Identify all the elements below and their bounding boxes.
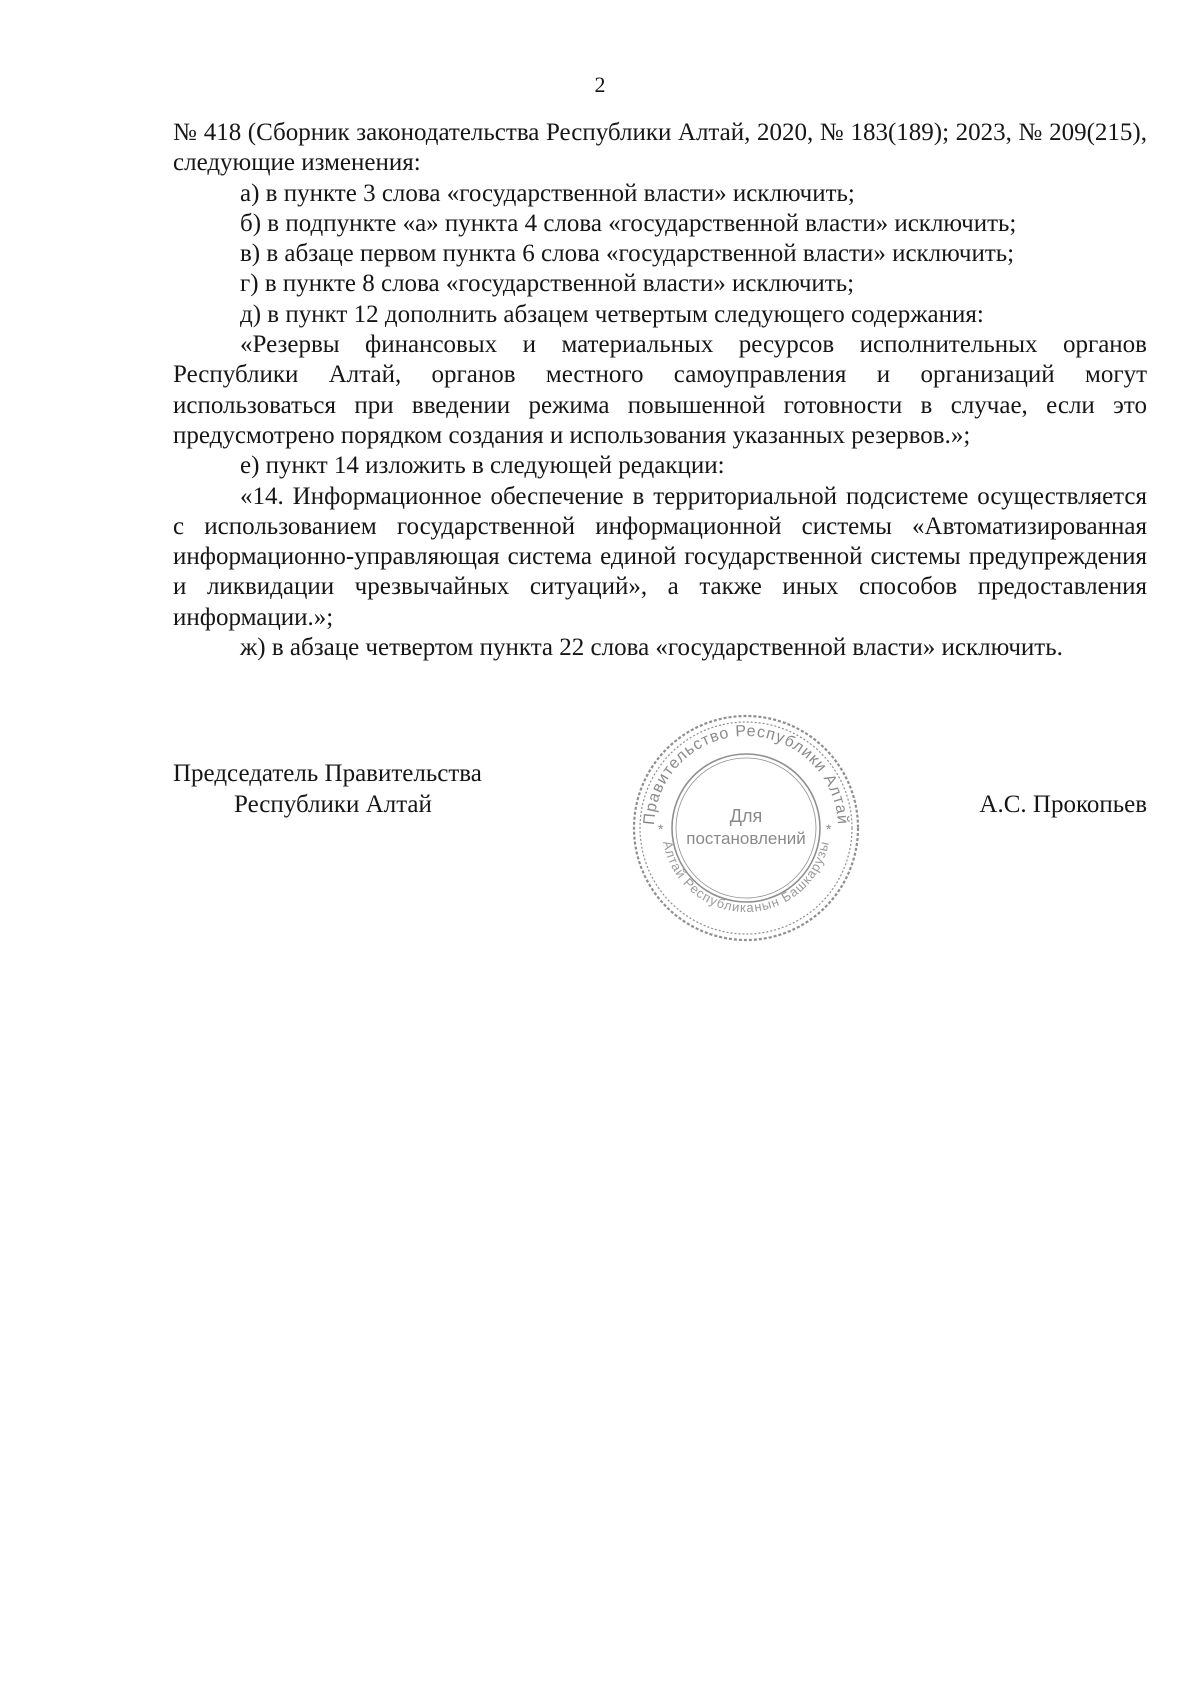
seal-outer-text: Правительство Республики Алтай <box>640 722 852 826</box>
amendment-e: е) пункт 14 изложить в следующей редакции: <box>240 452 725 480</box>
amendment-v: в) в абзаце первом пункта 6 слова «государственной власти» исключить; <box>240 240 1015 268</box>
amendment-zh: ж) в абзаце четвертом пункта 22 слова «государственной власти» исключить. <box>240 634 1063 662</box>
svg-text:*: * <box>826 821 832 837</box>
seal-icon <box>628 710 864 946</box>
official-seal <box>628 710 864 946</box>
amendment-b: б) в подпункте «а» пункта 4 слова «государственной власти» исключить; <box>240 209 1017 237</box>
seal-outer-text-bottom: Алтай Республиканын Башкарузы <box>660 839 832 916</box>
signer-name: А.С. Прокопьев <box>979 791 1147 818</box>
signer-title <box>173 758 482 820</box>
signer-title-line2: Республики Алтай <box>234 791 432 818</box>
svg-text:*: * <box>658 821 664 837</box>
seal-center-line1: Для <box>729 806 763 826</box>
amendment-g: г) в пункте 8 слова «государственной власти» исключить; <box>240 270 855 298</box>
document-body <box>173 118 1147 663</box>
quoted-reserves-paragraph: «Резервы финансовых и материальных ресурсов исполнительных органов Республики Алтай, органов местного самоуправления и организаций могут использоваться при введении режима повышенной готовности в случае, если это предусмотрено порядком создания и использования указанных резервов.»; <box>173 331 1147 449</box>
page-number: 2 <box>594 72 606 97</box>
seal-center-line2: постановлений <box>686 829 806 848</box>
paragraph-intro: № 418 (Сборник законодательства Республики Алтай, 2020, № 183(189); 2023, № 209(215), следующие изменения: <box>173 119 1147 177</box>
amendment-d: д) в пункт 12 дополнить абзацем четвертым следующего содержания: <box>240 300 984 328</box>
amendment-a: а) в пункте 3 слова «государственной власти» исключить; <box>240 179 855 207</box>
quoted-point-14: «14. Информационное обеспечение в территориальной подсистеме осуществляется с использованием государственной информационной системы «Автоматизированная информационно-управляющая система единой государственной системы предупреждения и ликвидации чрезвычайных ситуаций», а также иных способов предоставления информации.»; <box>173 482 1147 631</box>
svg-text:Алтай Республиканын Башкарузы <box>660 839 832 915</box>
signer-title-line1: Председатель Правительства <box>173 760 482 787</box>
